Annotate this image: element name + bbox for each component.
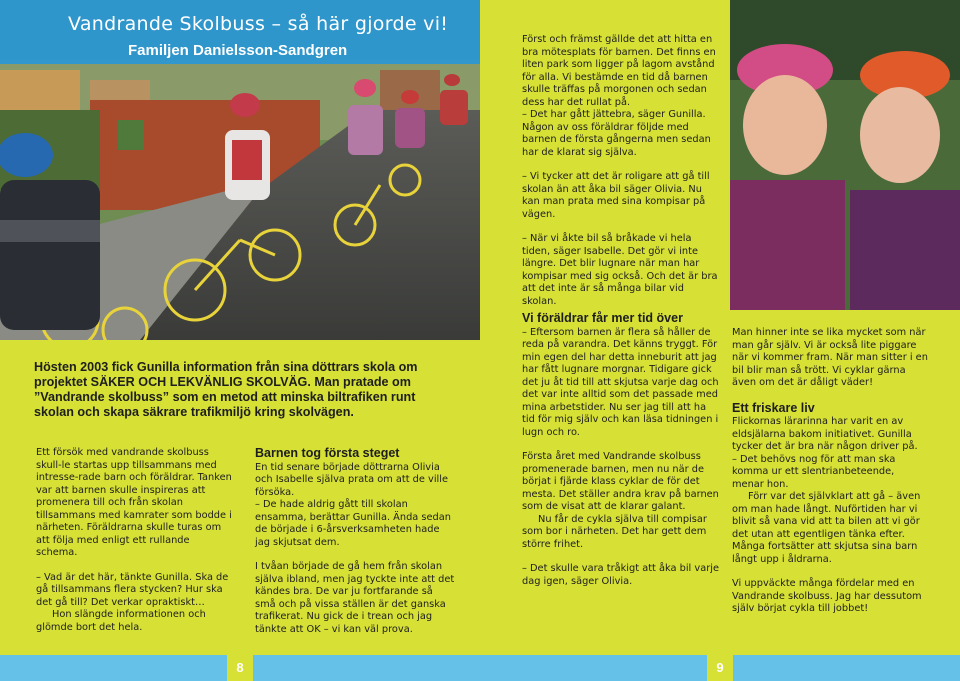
article-subtitle: Familjen Danielsson-Sandgren [128, 42, 348, 59]
col3-paragraph-1: – Eftersom barnen är flera så håller de reda på varandra. Det känns tryggt. För min egen del har detta inneburit att jag har fått lugnare morgnar. Tidigare gick det ju åt tid till att skjutsa varje dag och det var inte alltid som det passade med mina arbetstider. Nu ser jag till att ha tid för mig själv och kan läsa tidningen i lugn och ro. [522, 326, 719, 438]
col4-paragraph-5: Vi uppväckte många fördelar med en Vandrande skolbuss. Jag har dessutom själv börjat cykla till jobbet! [732, 578, 922, 614]
col3-paragraph-4: – Det skulle vara tråkigt att åka bil varje dag igen, säger Olivia. [522, 563, 719, 587]
col3-paragraph-2: Första året med Vandrande skolbuss promenerade barnen, men nu när de börjat i fjärde klass cyklar de för det mesta. Det ställer andra krav på barnen som de visat att de klarar galant. [522, 451, 719, 512]
col1-paragraph-2: – Vad är det här, tänkte Gunilla. Ska de gå tillsammans flera stycken? Hur ska det gå till? Det verkar opraktiskt… [36, 571, 229, 608]
col2-paragraph-3: I tvåan började de gå hem från skolan själva ibland, men jag tyckte inte att det kändes bra. De var ju fortfarande så små och på vissa ställen är det ganska trafikerat. Nu gick de i trean och jag tänkte att OK – vi kan väl prova. [255, 561, 455, 635]
col4-paragraph-4: Förr var det självklart att gå – även om man hade långt. Nuförtiden har vi blivit så vana vid att ta bilen att vi gör det utan att egentligen tänka efter. Många fortsätter att skjutsa sina barn långt upp i åldrarna. [732, 491, 921, 565]
col4-heading: Ett friskare liv [732, 400, 815, 415]
girls-illustration [730, 0, 960, 310]
col1-paragraph-1: Ett försök med vandrande skolbuss skull-le startas upp tillsammans med intresse-rade barn och föräldrar. Tanken var att barnen skulle inspireras att promenera till och från skolan tillsammans med kamrater som bodde i närheten. Föräldrarna skulle turas om att följa med enligt ett rullande schema. [36, 447, 232, 558]
col3-top-paragraph-4: – När vi åkte bil så bråkade vi hela tiden, säger Isabelle. Det gör vi inte längre. Det blir lugnare när man har kompisar med sig också. Och det är bra att det inte är så många bilar vid skolan. [522, 233, 718, 307]
column-3 [522, 312, 720, 588]
page-number-right: 9 [707, 655, 733, 681]
col4-paragraph-2: Flickornas lärarinna har varit en av eldsjälarna bakom initiativet. Gunilla tycker det är bra när någon driver på. [732, 416, 918, 452]
col2-paragraph-2: – De hade aldrig gått till skolan ensamma, berättar Gunilla. Ända sedan de började i 6-årsverksamheten hade jag skjutsat dem. [255, 499, 451, 548]
children-cycling-photo [0, 0, 480, 340]
col3-top-paragraph-3: – Vi tycker att det är roligare att gå till skolan än att åka bil säger Olivia. Nu kan man prata med sina kompisar på vägen. [522, 171, 710, 220]
col2-heading: Barnen tog första steget [255, 446, 400, 460]
col4-paragraph-3: – Det behövs nog för att man ska komma ur ett slentrianbeteende, menar hon. [732, 453, 896, 490]
column-3-top [522, 34, 720, 308]
column-2 [255, 447, 455, 636]
col3-paragraph-3: Nu får de cykla själva till compisar som bor i närheten. Det har gett dem större frihet. [522, 513, 707, 550]
page-number-left: 8 [227, 655, 253, 681]
col2-paragraph-1: En tid senare började döttrarna Olivia och Isabelle själva prata om att de ville försöka. [255, 461, 449, 498]
intro-paragraph: Hösten 2003 fick Gunilla information från sina döttrars skola om projektet SÄKER OCH LEKVÄNLIG SKOLVÄG. Man pratade om ”Vandrande skolbuss” som en metod att minska biltrafiken runt skolan och skapa säkrare trafikmiljö kring skolvägen. [34, 360, 418, 419]
col3-top-paragraph-2: – Det har gått jättebra, säger Gunilla. Någon av oss föräldrar följde med barnen de första gångerna men sedan har de klarat sig själva. [522, 109, 711, 158]
bottom-strip [0, 655, 960, 681]
column-1 [36, 447, 232, 634]
col4-paragraph-1: Man hinner inte se lika mycket som när man går själv. Vi är också lite piggare när vi kommer fram. När man sitter i en bil blir man så trött. Vi cyklar gärna även om det är dåligt väder! [732, 327, 928, 388]
col3-top-paragraph-1: Först och främst gällde det att hitta en bra mötesplats för barnen. Det finns en liten park som ligger på lagom avstånd för alla. Vi bestämde en tid då barnen skulle träffas på morgonen och sedan dess har det rullat på. [522, 34, 716, 108]
col3-heading: Vi föräldrar får mer tid över [522, 311, 683, 325]
col1-paragraph-3: Hon slängde informationen och glömde bort det hela. [36, 609, 206, 633]
girls-portrait-photo [730, 0, 960, 310]
article-title: Vandrande Skolbuss – så här gjorde vi! [68, 13, 449, 35]
column-4 [732, 327, 928, 616]
